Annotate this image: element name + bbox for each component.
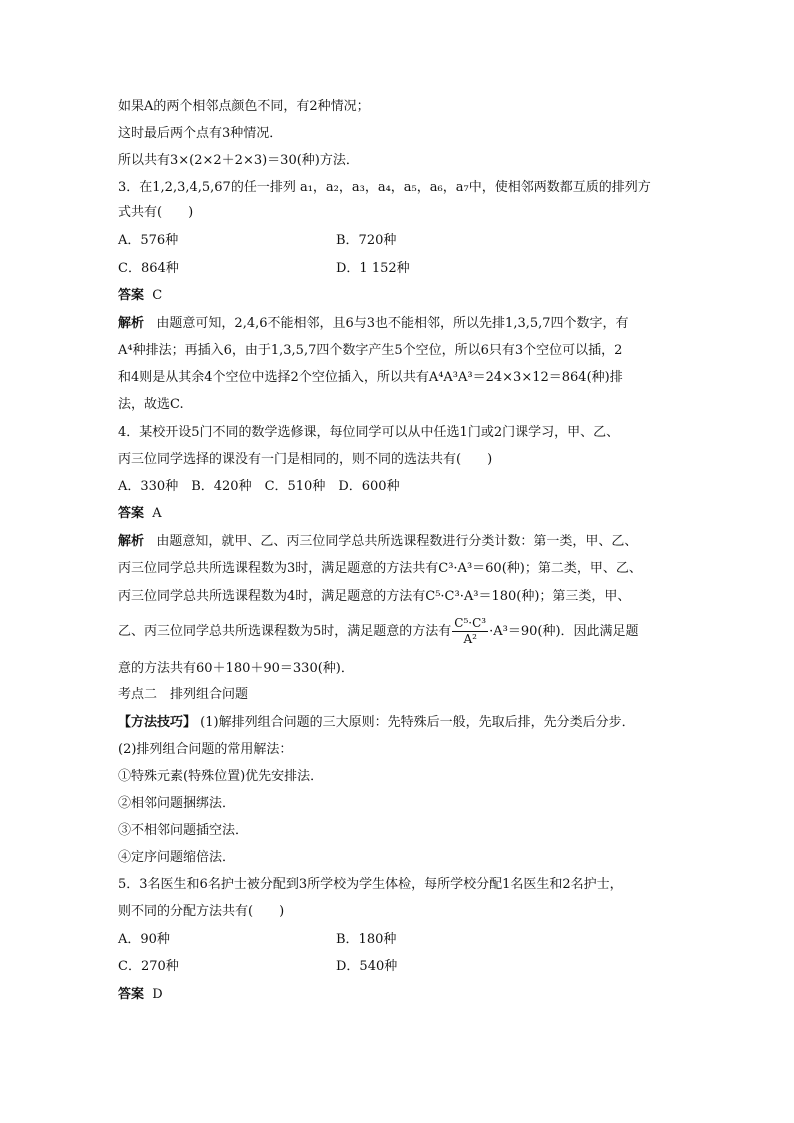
q3-analysis-line-3: 和4则是从其余4个空位中选择2个空位插入，所以共有A⁴A³A³＝24×3×12＝864(种)排 [118, 370, 623, 385]
answer-value: D [152, 987, 163, 1002]
q5-option-a: A．90种 [118, 932, 170, 947]
intro-line-3: 所以共有3×(2×2＋2×3)＝30(种)方法． [118, 153, 359, 168]
fraction-numerator: C⁵·C³ [454, 616, 487, 630]
method-tip-label: 【方法技巧】 [118, 715, 197, 730]
q3-stem-line-1: 3．在1,2,3,4,5,67的任一排列 a₁，a₂，a₃，a₄，a₅，a₆，a₇中，使相邻两数都互质的排列方 [118, 180, 651, 195]
analysis-text: ·A³＝90(种)．因此满足题 [489, 624, 639, 639]
q3-analysis-line-1 [118, 315, 629, 333]
q5-stem-line-1: 5．3名医生和6名护士被分配到3所学校为学生体检，每所学校分配1名医生和2名护士， [118, 877, 623, 892]
q3-option-c: C．864种 [118, 261, 179, 276]
q4-options: A．330种 B．420种 C．510种 D．600种 [118, 479, 400, 494]
method-tip-line-1 [118, 714, 635, 732]
analysis-label: 解析 [118, 534, 145, 549]
method-item-4: ④定序问题缩倍法． [118, 850, 236, 865]
answer-value: A [152, 506, 162, 521]
q3-option-a: A．576种 [118, 233, 179, 248]
method-item-1: ①特殊元素(特殊位置)优先安排法． [118, 769, 324, 784]
q5-option-d: D．540种 [336, 959, 398, 974]
q3-analysis-line-2: A⁴种排法；再插入6，由于1,3,5,7四个数字产生5个空位，所以6只有3个空位可以插，2 [118, 343, 623, 358]
answer-label: 答案 [118, 987, 145, 1002]
fraction [452, 616, 488, 647]
q4-analysis-line-3: 丙三位同学总共所选课程数为4时，满足题意的方法有C⁵·C³·A³＝180(种)；第三类，甲、 [118, 589, 631, 604]
intro-line-2: 这时最后两个点有3种情况． [118, 126, 283, 141]
q5-option-c: C．270种 [118, 959, 179, 974]
answer-label: 答案 [118, 506, 145, 521]
q4-analysis-line-2: 丙三位同学总共所选课程数为3时，满足题意的方法共有C³·A³＝60(种)；第二类，甲、乙、 [118, 561, 642, 576]
q4-answer [118, 505, 162, 523]
answer-value: C [152, 288, 163, 303]
method-item-2: ②相邻问题捆绑法． [118, 796, 236, 811]
q3-analysis-line-4: 法，故选C. [118, 397, 184, 412]
q4-analysis-line-1 [118, 533, 637, 551]
analysis-text: 乙、丙三位同学总共所选课程数为5时，满足题意的方法有 [118, 624, 452, 639]
q3-answer [118, 287, 162, 305]
method-tip-text: (1)解排列组合问题的三大原则：先特殊后一般，先取后排，先分类后分步． [200, 715, 635, 730]
q5-answer [118, 986, 163, 1004]
fraction-denominator: A² [463, 632, 477, 646]
q4-stem-line-1: 4．某校开设5门不同的数学选修课，每位同学可以从中任选1门或2门课学习，甲、乙、 [118, 425, 620, 440]
q4-stem-line-2: 丙三位同学选择的课没有一门是相同的，则不同的选法共有( ) [118, 452, 493, 467]
intro-line-1: 如果A的两个相邻点颜色不同，有2种情况； [118, 99, 370, 114]
q3-option-b: B．720种 [336, 233, 397, 248]
q4-analysis-line-4 [118, 614, 639, 650]
method-item-3: ③不相邻问题插空法． [118, 823, 249, 838]
analysis-label: 解析 [118, 316, 145, 331]
q5-stem-line-2: 则不同的分配方法共有( ) [118, 904, 285, 919]
answer-label: 答案 [118, 288, 145, 303]
q5-option-b: B．180种 [336, 932, 397, 947]
q3-stem-line-2: 式共有( ) [118, 205, 194, 220]
analysis-text: 由题意知，就甲、乙、丙三位同学总共所选课程数进行分类计数：第一类，甲、乙、 [156, 534, 638, 549]
q3-option-d: D．1 152种 [336, 261, 410, 276]
analysis-text: 由题意可知，2,4,6不能相邻，且6与3也不能相邻，所以先排1,3,5,7四个数字，有 [156, 316, 629, 331]
q4-analysis-line-5: 意的方法共有60＋180＋90＝330(种)． [118, 661, 354, 676]
section-title: 考点二 排列组合问题 [118, 687, 249, 702]
method-tip-line-2: (2)排列组合问题的常用解法： [118, 742, 293, 757]
